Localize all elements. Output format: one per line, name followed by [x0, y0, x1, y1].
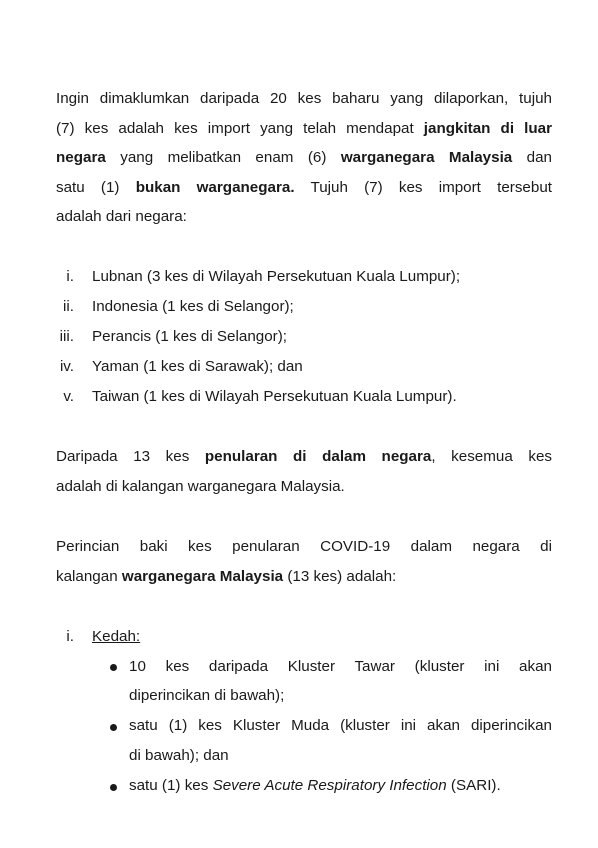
text-span: (SARI). — [446, 777, 501, 794]
bullet-item-1-line-2: diperincikan di bawah); — [129, 687, 285, 704]
text-span: satu (1) kes — [129, 777, 213, 794]
paragraph-1-line-5: adalah dari negara: — [56, 208, 187, 225]
bold-text: negara — [56, 149, 106, 166]
bold-text: penularan di dalam negara — [204, 448, 432, 465]
bullet-item-3 — [129, 776, 552, 796]
bullet-icon — [110, 784, 117, 791]
list-number: i. — [66, 268, 74, 285]
paragraph-3-line-1: Perincian baki kes penularan COVID-19 dalam negara di — [56, 538, 552, 555]
bullet-item-1-line-1: 10 kes daripada Kluster Tawar (kluster ini akan — [129, 658, 552, 675]
bold-text: warganegara Malaysia — [340, 149, 513, 166]
bullet-icon — [110, 724, 117, 731]
list-number: iii. — [59, 328, 74, 345]
paragraph-3-line-2 — [56, 567, 396, 587]
list-item: Taiwan (1 kes di Wilayah Persekutuan Kuala Lumpur). — [92, 388, 457, 405]
text-span: kalangan — [56, 568, 122, 585]
bold-text: jangkitan di luar — [423, 120, 552, 137]
list-number: iv. — [59, 358, 74, 375]
list-item: Yaman (1 kes di Sarawak); dan — [92, 358, 303, 375]
list-number: v. — [63, 388, 74, 405]
text-span: Tujuh (7) kes import tersebut — [294, 179, 552, 196]
text-span: Daripada 13 kes — [56, 448, 205, 465]
text-span: yang melibatkan enam (6) — [105, 149, 341, 166]
list-item: Perancis (1 kes di Selangor); — [92, 328, 287, 345]
list-item: Lubnan (3 kes di Wilayah Persekutuan Kuala Lumpur); — [92, 268, 461, 285]
bold-text: bukan warganegara. — [135, 179, 295, 196]
bold-text: warganegara Malaysia — [121, 568, 284, 585]
list-number: i. — [66, 628, 74, 645]
bullet-item-2-line-2: di bawah); dan — [129, 747, 229, 764]
text-span: (7) kes adalah kes import yang telah mendapat — [56, 120, 424, 137]
list-item: Indonesia (1 kes di Selangor); — [92, 298, 294, 315]
state-heading: Kedah: — [92, 628, 141, 645]
paragraph-2-line-1 — [56, 447, 552, 467]
text-span: dan — [512, 149, 553, 166]
bullet-item-2-line-1: satu (1) kes Kluster Muda (kluster ini akan diperincikan — [129, 717, 552, 734]
italic-text: Severe Acute Respiratory Infection — [212, 777, 447, 794]
paragraph-1-line-4 — [56, 178, 552, 198]
paragraph-1-line-2 — [56, 119, 552, 139]
text-span: satu (1) — [56, 179, 136, 196]
text-span: (13 kes) adalah: — [283, 568, 397, 585]
paragraph-2-line-2: adalah di kalangan warganegara Malaysia. — [56, 478, 345, 495]
list-number: ii. — [63, 298, 74, 315]
bullet-icon — [110, 664, 117, 671]
paragraph-1-line-3 — [56, 148, 552, 168]
text-span: , kesemua kes — [431, 448, 552, 465]
paragraph-1-line-1: Ingin dimaklumkan daripada 20 kes baharu yang dilaporkan, tujuh — [56, 90, 552, 107]
